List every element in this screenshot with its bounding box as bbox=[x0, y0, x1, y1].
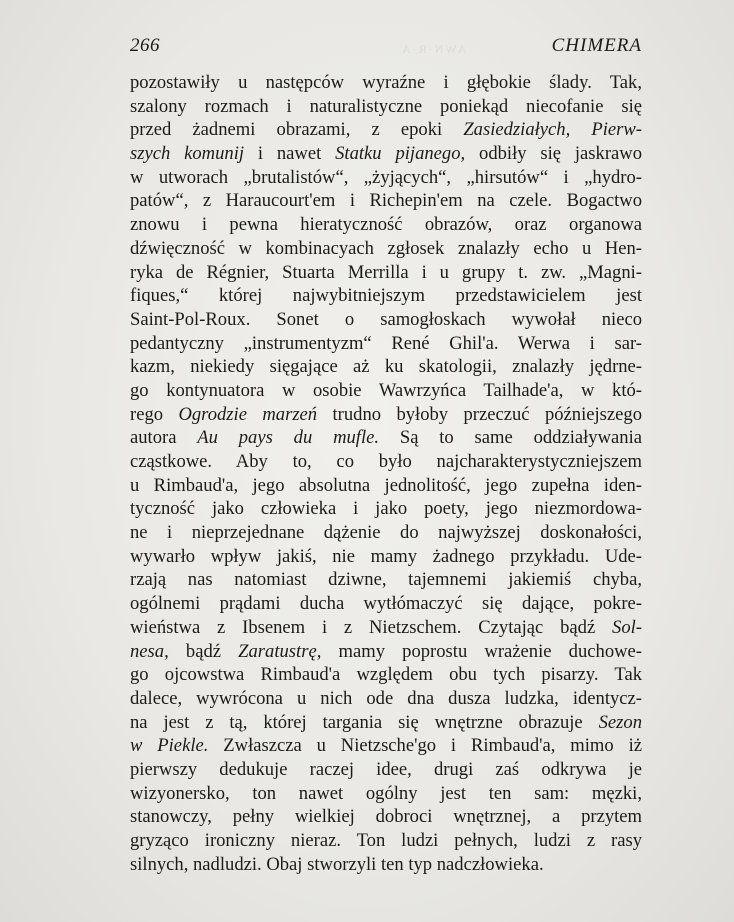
text-line bbox=[130, 711, 642, 735]
italic-title: w Piekle. bbox=[130, 735, 209, 757]
text-line bbox=[130, 521, 642, 545]
italic-title: Ogrodzie marzeń bbox=[178, 403, 318, 425]
text-segment: szalony rozmach i naturalistyczne poniekąd niecofanie się bbox=[130, 95, 642, 117]
text-segment: Saint-Pol-Roux. Sonet o samogłoskach wywołał nieco bbox=[130, 308, 642, 330]
text-segment: go kontynuatora w osobie Wawrzyńca Tailhade'a, w któ- bbox=[130, 379, 642, 401]
italic-title: nesa, bbox=[130, 640, 169, 662]
text-line bbox=[130, 189, 642, 213]
text-line bbox=[130, 782, 642, 806]
italic-title: Zasiedziałych, Pierw- bbox=[463, 119, 642, 141]
text-line bbox=[130, 592, 642, 616]
text-segment: dźwięczność w kombinacyach zgłosek znalazły echo u Hen- bbox=[130, 237, 642, 259]
text-line bbox=[130, 758, 642, 782]
text-segment: odbiły się jaskrawo bbox=[465, 143, 642, 165]
text-segment: patów“, z Haraucourt'em i Richepin'em na czele. Bogactwo bbox=[130, 190, 642, 212]
text-line bbox=[130, 497, 642, 521]
text-line bbox=[130, 734, 642, 758]
text-line bbox=[130, 213, 642, 237]
italic-title: Zaratustrę, bbox=[238, 640, 322, 662]
text-segment: pozostawiły u następców wyraźne i głębokie ślady. Tak, bbox=[130, 72, 642, 93]
text-line bbox=[130, 687, 642, 711]
text-segment: rego bbox=[130, 403, 179, 425]
text-line bbox=[130, 616, 642, 640]
text-line bbox=[130, 545, 642, 569]
text-segment: tyczność jako człowieka i jako poety, jego niezmordowa- bbox=[130, 498, 642, 520]
text-segment: pedantyczny „instrumentyzm“ René Ghil'a. Werwa i sar- bbox=[130, 332, 642, 354]
text-segment: i nawet bbox=[244, 143, 336, 165]
text-line bbox=[130, 568, 642, 592]
text-line bbox=[130, 261, 642, 285]
text-line bbox=[130, 71, 642, 95]
body-text bbox=[130, 71, 642, 876]
text-segment: wieństwa z Ibsenem i z Nietzschem. Czytając bądź bbox=[130, 616, 613, 638]
text-segment: silnych, nadludzi. Obaj stworzyli ten typ nadczłowieka. bbox=[130, 853, 544, 875]
running-head: CHIMERA bbox=[551, 35, 642, 56]
text-line bbox=[130, 474, 642, 498]
text-line bbox=[130, 142, 642, 166]
text-segment: wizyonersko, ton nawet ogólny jest ten sam: męzki, bbox=[130, 782, 642, 804]
text-line bbox=[130, 118, 642, 142]
text-segment: na jest z tą, której targania się wnętrzne obrazuje bbox=[130, 711, 599, 733]
text-segment: go ojcowstwa Rimbaud'a względem obu tych pisarzy. Tak bbox=[130, 664, 642, 686]
text-segment: ogólnemi prądami ducha wytłómaczyć się dające, pokre- bbox=[130, 593, 642, 615]
text-segment: kazm, niekiedy sięgające aż ku skatologii, znalazły jędrne- bbox=[130, 356, 642, 378]
text-line bbox=[130, 829, 642, 853]
text-line bbox=[130, 332, 642, 356]
page-number: 266 bbox=[130, 35, 160, 56]
text-line bbox=[130, 284, 642, 308]
text-line bbox=[130, 379, 642, 403]
text-segment: Są to same oddziaływania bbox=[379, 427, 642, 449]
text-line bbox=[130, 640, 642, 664]
text-segment: cząstkowe. Aby to, co było najcharakterystyczniejszem bbox=[130, 451, 642, 472]
italic-title: Statku pijanego, bbox=[335, 143, 466, 165]
text-segment: Zwłaszcza u Nietzsche'go i Rimbaud'a, mimo iż bbox=[208, 735, 642, 757]
text-segment: stanowczy, pełny wielkiej dobroci wnętrznej, a przytem bbox=[130, 806, 642, 828]
text-line bbox=[130, 450, 642, 474]
text-segment: dalece, wywrócona u nich ode dna dusza ludzka, identycz- bbox=[130, 687, 642, 709]
text-segment: mamy poprostu wrażenie duchowe- bbox=[321, 640, 642, 662]
text-segment: rzają nas natomiast dziwne, tajemnemi jakiemiś chyba, bbox=[130, 569, 642, 591]
italic-title: Sol- bbox=[612, 616, 642, 638]
page-header bbox=[130, 35, 642, 59]
text-segment: ne i nieprzejednane dążenie do najwyższej doskonałości, bbox=[130, 522, 642, 544]
text-segment: gryząco ironiczny nieraz. Ton ludzi pełnych, ludzi z rasy bbox=[130, 830, 642, 851]
text-segment: przed żadnemi obrazami, z epoki bbox=[130, 119, 464, 141]
italic-title: szych komunij bbox=[130, 143, 245, 165]
italic-title: Au pays du mufle. bbox=[197, 427, 380, 449]
text-line bbox=[130, 426, 642, 450]
text-segment: autora bbox=[130, 427, 198, 449]
text-segment: pierwszy dedukuje raczej idee, drugi zaś odkrywa je bbox=[130, 758, 642, 780]
text-line bbox=[130, 237, 642, 261]
text-segment: w utworach „brutalistów“, „żyjących“, „hirsutów“ i „hydro- bbox=[130, 166, 642, 188]
text-line bbox=[130, 663, 642, 687]
text-line bbox=[130, 853, 642, 877]
text-segment: wywarło wpływ jakiś, nie mamy żadnego przykładu. Ude- bbox=[130, 545, 642, 567]
bleed-through-text: AWN·R·A bbox=[400, 42, 467, 56]
text-segment: fiques,“ której najwybitniejszym przedstawicielem jest bbox=[130, 285, 642, 307]
text-segment: trudno byłoby przeczuć późniejszego bbox=[317, 403, 643, 425]
text-segment: u Rimbaud'a, jego absolutna jednolitość, jego zupełna iden- bbox=[130, 474, 642, 496]
text-line bbox=[130, 95, 642, 119]
text-line bbox=[130, 308, 642, 332]
text-line bbox=[130, 166, 642, 190]
italic-title: Sezon bbox=[598, 711, 642, 733]
text-line bbox=[130, 403, 642, 427]
text-segment: znowu i pewna hieratyczność obrazów, oraz organowa bbox=[130, 214, 642, 236]
text-segment: ryka de Régnier, Stuarta Merrilla i u grupy t. zw. „Magni- bbox=[130, 261, 642, 283]
text-line bbox=[130, 355, 642, 379]
text-segment: bądź bbox=[168, 640, 239, 662]
text-line bbox=[130, 805, 642, 829]
